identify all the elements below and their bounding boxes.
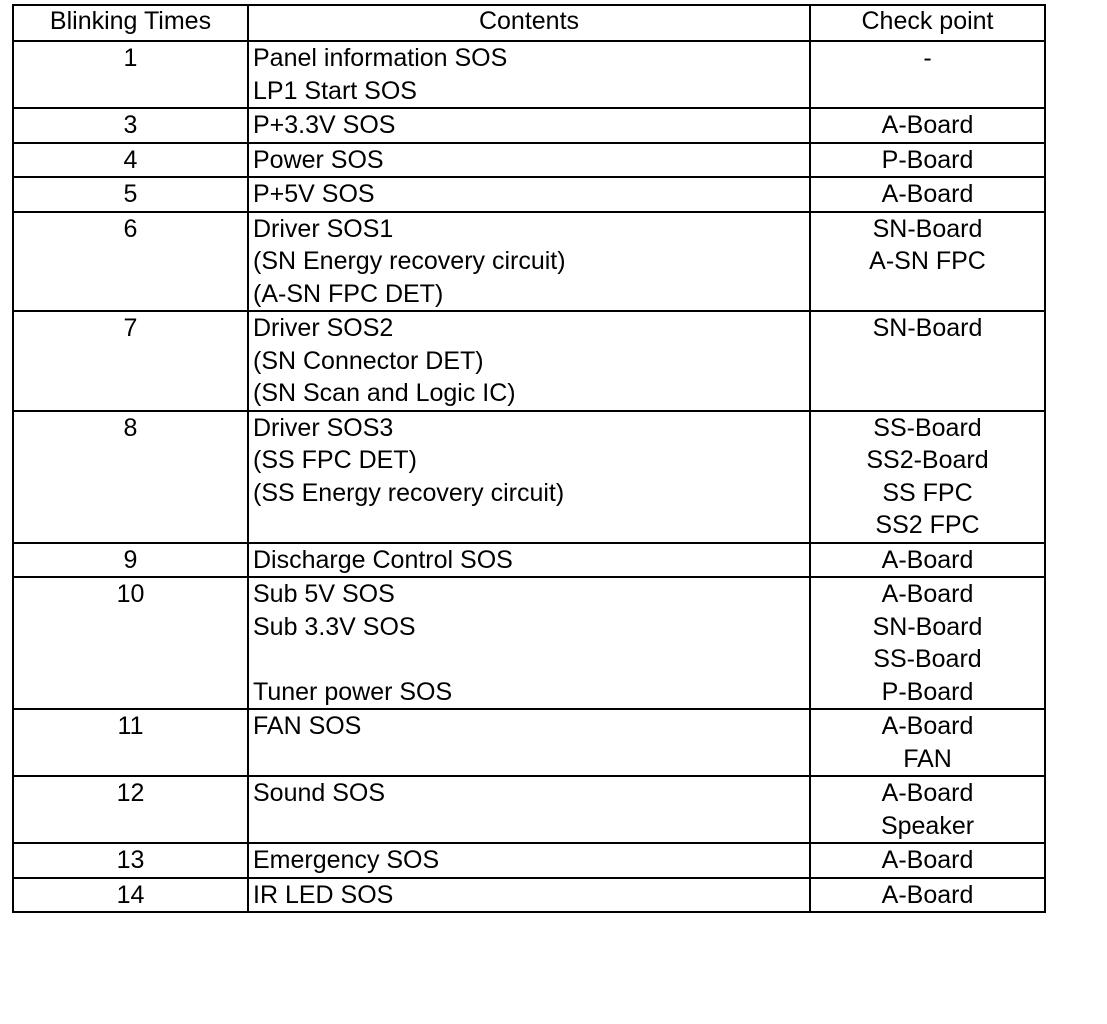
header-contents: Contents [248, 5, 810, 41]
check-point-line: SN-Board [872, 214, 983, 243]
table-row [13, 143, 1045, 178]
contents-line: Sound SOS [253, 779, 386, 807]
contents-cell [248, 212, 810, 312]
table-row [13, 543, 1045, 578]
table-header [13, 5, 1045, 41]
contents-cell [248, 311, 810, 411]
contents-line: Emergency SOS [253, 846, 440, 874]
check-point-cell [810, 709, 1045, 776]
check-point-cell [810, 41, 1045, 108]
check-point-line: FAN [903, 744, 952, 773]
table-row [13, 41, 1045, 108]
contents-cell [248, 411, 810, 543]
check-point-line: A-Board [881, 545, 974, 574]
contents-cell [248, 577, 810, 709]
check-point-cell [810, 577, 1045, 709]
check-point-line: SN-Board [872, 314, 983, 342]
check-point-line: A-Board [881, 846, 974, 874]
contents-line: Sub 5V SOS [253, 580, 395, 608]
blink-count-cell: 4 [13, 143, 248, 178]
table-row [13, 108, 1045, 143]
check-point-line: A-Board [881, 880, 974, 909]
table-row [13, 212, 1045, 312]
blink-count-cell: 14 [13, 878, 248, 913]
contents-line: Discharge Control SOS [253, 545, 513, 574]
check-point-cell [810, 543, 1045, 578]
check-point-cell [810, 177, 1045, 212]
check-point-cell [810, 143, 1045, 178]
check-point-cell [810, 776, 1045, 843]
check-point-cell [810, 212, 1045, 312]
contents-cell [248, 709, 810, 776]
contents-line: (A-SN FPC DET) [253, 279, 444, 308]
header-row [13, 5, 1045, 41]
contents-line: Tuner power SOS [253, 677, 453, 706]
check-point-line: SN-Board [872, 612, 983, 641]
contents-line [253, 643, 809, 676]
contents-line [253, 509, 809, 542]
sos-blink-table [12, 4, 1046, 913]
contents-cell [248, 41, 810, 108]
check-point-line: SS FPC [882, 478, 973, 507]
check-point-line: P-Board [881, 677, 974, 706]
contents-cell [248, 776, 810, 843]
contents-line: (SN Energy recovery circuit) [253, 247, 566, 275]
contents-cell [248, 843, 810, 878]
check-point-line: Speaker [880, 811, 975, 840]
contents-line: Driver SOS3 [253, 413, 394, 442]
blink-count-cell: 3 [13, 108, 248, 143]
blink-count-cell: 13 [13, 843, 248, 878]
check-point-cell [810, 843, 1045, 878]
table-body [13, 41, 1045, 912]
blink-count-cell: 9 [13, 543, 248, 578]
check-point-cell [810, 411, 1045, 543]
contents-line: (SN Scan and Logic IC) [253, 379, 516, 407]
check-point-cell [810, 878, 1045, 913]
check-point-line: SS2 FPC [875, 511, 980, 539]
contents-line: (SN Connector DET) [253, 346, 484, 375]
check-point-cell [810, 311, 1045, 411]
blink-count-cell: 11 [13, 709, 248, 776]
contents-line [253, 743, 809, 776]
contents-line: Driver SOS2 [253, 314, 394, 342]
blink-count-cell: 8 [13, 411, 248, 543]
blink-count-cell: 10 [13, 577, 248, 709]
contents-cell [248, 878, 810, 913]
check-point-line: SS-Board [873, 413, 982, 442]
check-point-line: SS-Board [873, 645, 982, 673]
contents-line: Panel information SOS [253, 44, 508, 72]
contents-line: (SS FPC DET) [253, 446, 417, 474]
check-point-cell [810, 108, 1045, 143]
contents-line: Driver SOS1 [253, 214, 394, 243]
contents-cell [248, 543, 810, 578]
check-point-line: A-SN FPC [869, 247, 986, 275]
check-point-line: A-Board [881, 580, 974, 608]
blink-count-cell: 1 [13, 41, 248, 108]
check-point-line: A-Board [881, 111, 974, 139]
table-row [13, 709, 1045, 776]
check-point-line: - [923, 44, 932, 72]
check-point-line: A-Board [881, 180, 974, 208]
table-row [13, 177, 1045, 212]
contents-line: FAN SOS [253, 712, 362, 740]
contents-line: Sub 3.3V SOS [253, 612, 416, 641]
contents-cell [248, 177, 810, 212]
blink-count-cell: 7 [13, 311, 248, 411]
header-blinking-times: Blinking Times [13, 5, 248, 41]
blink-count-cell: 6 [13, 212, 248, 312]
table-row [13, 878, 1045, 913]
contents-line: LP1 Start SOS [253, 76, 417, 105]
blink-count-cell: 12 [13, 776, 248, 843]
header-check-point: Check point [810, 5, 1045, 41]
table-row [13, 843, 1045, 878]
contents-line [253, 810, 809, 843]
contents-line: IR LED SOS [253, 880, 394, 909]
check-point-line: A-Board [881, 779, 974, 807]
contents-line: Power SOS [253, 145, 384, 174]
check-point-line: SS2-Board [866, 446, 989, 474]
check-point-line: P-Board [881, 145, 974, 174]
check-point-line: A-Board [881, 712, 974, 740]
contents-cell [248, 108, 810, 143]
table-row [13, 577, 1045, 709]
contents-cell [248, 143, 810, 178]
table-row [13, 776, 1045, 843]
table-row [13, 411, 1045, 543]
contents-line: P+3.3V SOS [253, 111, 396, 139]
table-row [13, 311, 1045, 411]
contents-line: P+5V SOS [253, 180, 375, 208]
contents-line: (SS Energy recovery circuit) [253, 478, 565, 507]
blink-count-cell: 5 [13, 177, 248, 212]
